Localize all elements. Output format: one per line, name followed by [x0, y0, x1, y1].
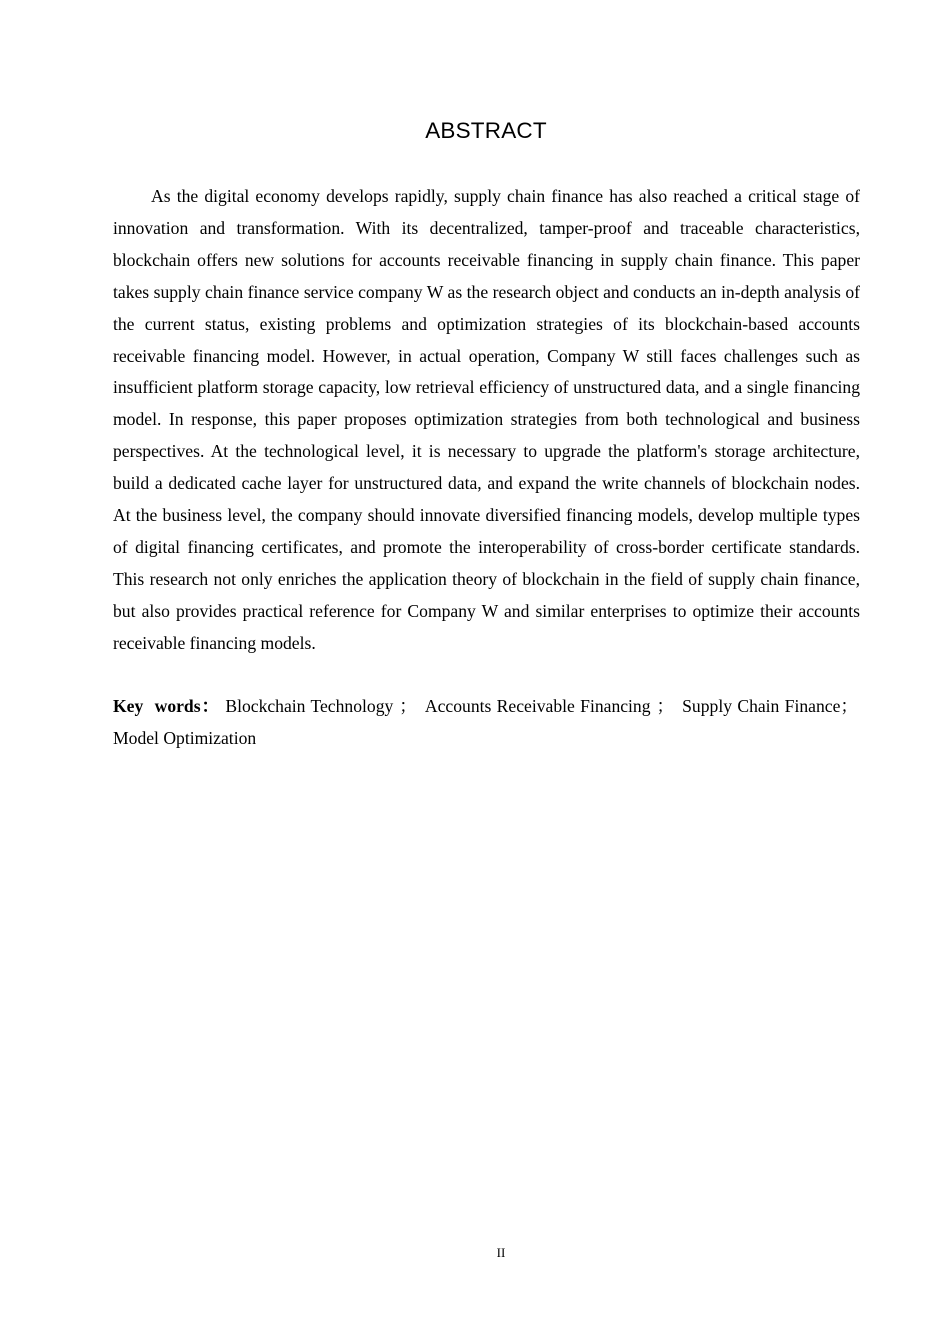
keywords-line [113, 691, 860, 755]
keyword-item: Accounts Receivable Financing [424, 696, 651, 716]
keyword-item: Blockchain Technology [225, 696, 394, 716]
keyword-separator: ； [656, 696, 675, 716]
keyword-item: Supply Chain Finance [682, 696, 841, 716]
keyword-separator: ； [399, 696, 417, 716]
keywords-label: Key words： [113, 696, 221, 716]
page-number: II [496, 1245, 506, 1260]
abstract-title: ABSTRACT [425, 118, 547, 143]
abstract-paragraph: As the digital economy develops rapidly, supply chain finance has also reached a critical stage of innovation and transformation. With its decentralized, tamper-proof and traceable characteristics, blockchain offers new solutions for accounts receivable financing in supply chain finance. This paper takes supply chain finance service company W as the research object and conducts an in-depth analysis of the current status, existing problems and optimization strategies of its blockchain-based accounts receivable financing model. However, in actual operation, Company W still faces challenges such as insufficient platform storage capacity, low retrieval efficiency of unstructured data, and a single financing model. In response, this paper proposes optimization strategies from both technological and business perspectives. At the technological level, it is necessary to upgrade the platform's storage architecture, build a dedicated cache layer for unstructured data, and expand the write channels of blockchain nodes. At the business level, the company should innovate diversified financing models, develop multiple types of digital financing certificates, and promote the interoperability of cross-border certificate standards. This research not only enriches the application theory of blockchain in the field of supply chain finance, but also provides practical reference for Company W and similar enterprises to optimize their accounts receivable financing models. [113, 186, 860, 653]
keyword-item: Model Optimization [113, 727, 257, 748]
keyword-separator: ； [840, 696, 858, 716]
